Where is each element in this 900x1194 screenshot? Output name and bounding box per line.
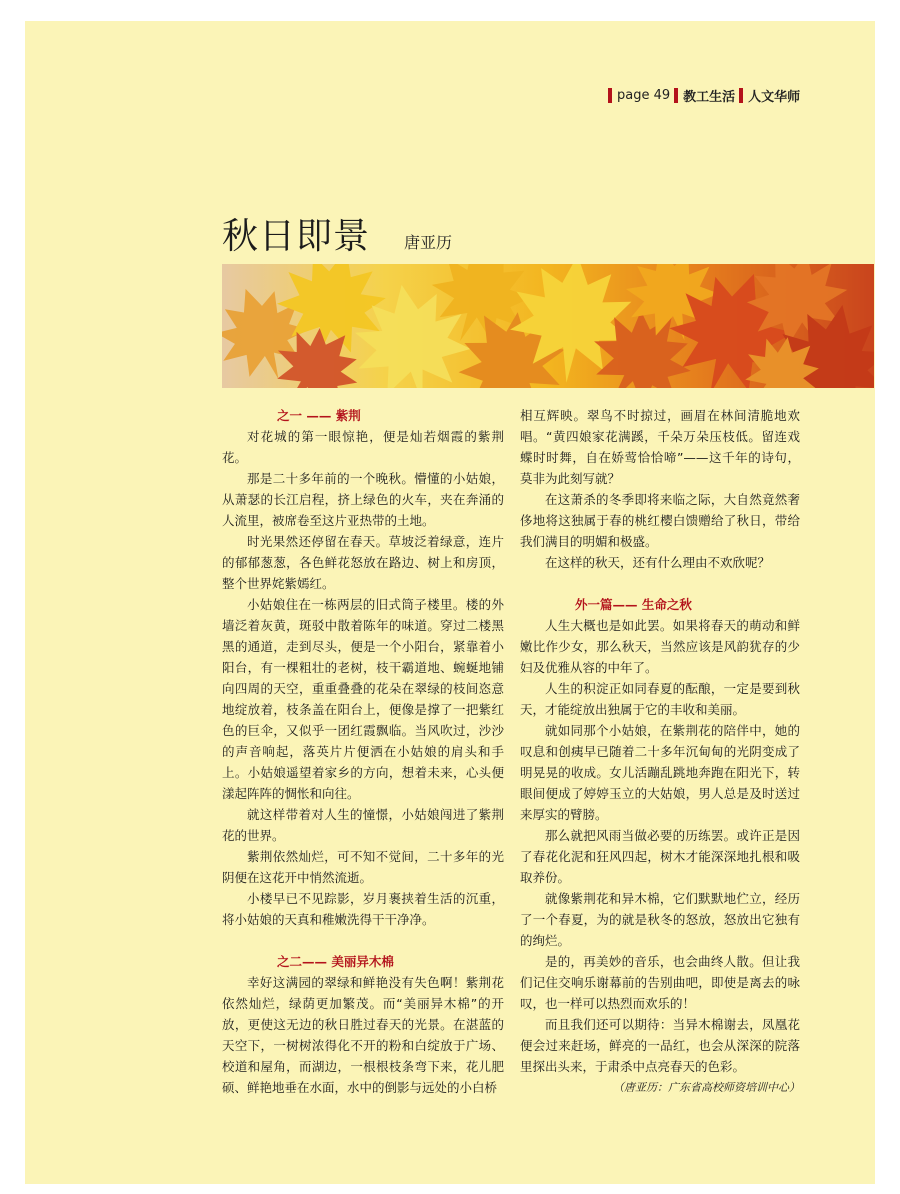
paragraph: 幸好这满园的翠绿和鲜艳没有失色啊！紫荆花依然灿烂，绿荫更加繁茂。而“美丽异木棉”的开放，更使这无边的秋日胜过春天的光景。在湛蓝的天空下，一树树浓得化不开的粉和白绽放于广场、校道和屋角，而湖边，一根根枝条弯下来，花儿肥硕、鲜艳地垂在水面，水中的倒影与远处的小白桥 [222,975,504,1095]
header-bar-marker [739,88,743,103]
paragraph: 那是二十多年前的一个晚秋。懵懂的小姑娘，从萧瑟的长江启程，挤上绿色的火车，夹在奔涌的人流里，被席卷至这片亚热带的土地。 [222,471,504,528]
article-heading [222,208,452,259]
paragraph: 而且我们还可以期待：当异木棉谢去，凤凰花便会过来赶场，鲜亮的一品红，也会从深深的院落里探出头来，于肃杀中点亮春天的色彩。 [520,1017,800,1074]
header-bar-marker [674,88,678,103]
article-title: 秋日即景 [222,216,371,257]
paragraph: 紫荆依然灿烂，可不知不觉间，二十多年的光阴便在这花开中悄然流逝。 [222,849,504,885]
paragraph: 小姑娘住在一栋两层的旧式筒子楼里。楼的外墙泛着灰黄，斑驳中散着陈年的味道。穿过二楼黑黑的通道，走到尽头，便是一个小阳台，紧靠着小阳台，有一棵粗壮的老树，枝干霸道地、蜿蜒地铺向四周的天空，重重叠叠的花朵在翠绿的枝间恣意地绽放着，枝条盖在阳台上，便像是撑了一把紫红色的巨伞，又似乎一团红霞飘临。当风吹过，沙沙的声音响起，落英片片便洒在小姑娘的肩头和手上。小姑娘遥望着家乡的方向，想着未来，心头便漾起阵阵的惆怅和向往。 [222,597,504,801]
running-header [608,86,804,104]
paragraph: 人生大概也是如此罢。如果将春天的萌动和鲜嫩比作少女，那么秋天，当然应该是风韵犹存的少妇及优雅从容的中年了。 [520,618,800,675]
paragraph: 小楼早已不见踪影，岁月裹挟着生活的沉重，将小姑娘的天真和稚嫩洗得干干净净。 [222,891,504,927]
paragraph: 那么就把风雨当做必要的历练罢。或许正是因了春花化泥和狂风四起，树木才能深深地扎根和吸取养份。 [520,828,800,885]
section-spacer [222,930,504,951]
column-name: 人文华师 [748,89,801,105]
section-name: 教工生活 [683,89,736,105]
paragraph: 人生的积淀正如同春夏的酝酿，一定是要到秋天，才能绽放出独属于它的丰收和美丽。 [520,681,800,717]
autumn-maple-leaves-image [222,264,874,388]
paragraph: 对花城的第一眼惊艳，便是灿若烟霞的紫荆花。 [222,429,504,465]
page-number: page 49 [617,87,671,103]
header-bar-marker [608,88,612,103]
paragraph: 就这样带着对人生的憧憬，小姑娘闯进了紫荆花的世界。 [222,807,504,843]
paragraph: 就如同那个小姑娘，在紫荆花的陪伴中，她的叹息和创痍早已随着二十多年沉甸甸的光阴变成了明晃晃的收成。女儿活蹦乱跳地奔跑在阳光下，转眼间便成了婷婷玉立的大姑娘，男人总是及时送过来厚实的臂膀。 [520,723,800,822]
paragraph: 就像紫荆花和异木棉，它们默默地伫立，经历了一个春夏，为的就是秋冬的怒放，怒放出它独有的绚烂。 [520,891,800,948]
section-heading: 之二—— 美丽异木棉 [277,954,394,969]
section-spacer [520,573,800,594]
paragraph: 是的，再美妙的音乐，也会曲终人散。但让我们记住交响乐谢幕前的告别曲吧，即使是离去的咏叹，也一样可以热烈而欢乐的！ [520,954,800,1011]
paragraph: 相互辉映。翠鸟不时掠过，画眉在林间清脆地欢唱。“黄四娘家花满蹊，千朵万朵压枝低。留连戏蝶时时舞，自在娇莺恰恰啼”——这千年的诗句，莫非为此刻写就？ [520,408,800,486]
right-text-column [520,405,800,1098]
left-text-column [222,405,504,1098]
author-affiliation: （唐亚历：广东省高校师资培训中心） [613,1081,800,1094]
paragraph: 在这样的秋天，还有什么理由不欢欣呢？ [545,555,771,570]
section-heading: 之一 —— 紫荆 [277,408,361,423]
article-author: 唐亚历 [404,233,453,252]
paragraph: 在这萧杀的冬季即将来临之际，大自然竟然奢侈地将这独属于春的桃红樱白馈赠给了秋日，带给我们满目的明媚和极盛。 [520,492,800,549]
paragraph: 时光果然还停留在春天。草坡泛着绿意，连片的郁郁葱葱，各色鲜花怒放在路边、树上和房顶，整个世界姹紫嫣红。 [222,534,504,591]
section-heading: 外一篇—— 生命之秋 [575,597,692,612]
